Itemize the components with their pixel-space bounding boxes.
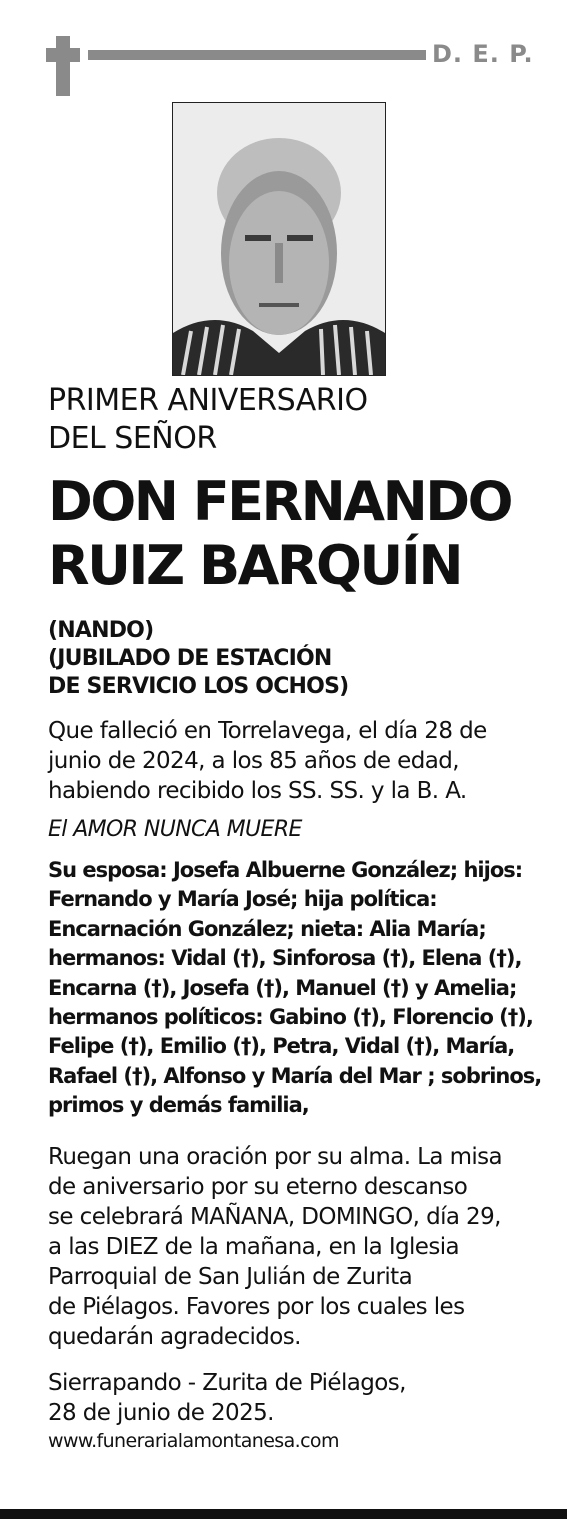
notice-line: junio de 2024, a los 85 años de edad,	[48, 748, 459, 774]
family-line: Fernando y María José; hija política:	[48, 887, 437, 912]
family-line: Su esposa: Josefa Albuerne González; hijos:	[48, 858, 523, 882]
portrait-photo	[172, 102, 386, 376]
family-line: hermanos: Vidal (†), Sinforosa (†), Elena (†),	[48, 946, 522, 971]
family-list	[48, 856, 542, 1121]
date-line: 28 de junio de 2025.	[48, 1400, 274, 1426]
dep-label: D. E. P.	[432, 40, 534, 68]
mass-line: quedarán agradecidos.	[48, 1324, 301, 1350]
family-line: Encarna (†), Josefa (†), Manuel (†) y Amelia;	[48, 975, 517, 1000]
mass-line: se celebrará MAÑANA, DOMINGO, día 29,	[48, 1204, 501, 1230]
heading-line: DEL SEÑOR	[48, 421, 217, 456]
place-date	[48, 1368, 518, 1428]
nickname-occupation	[48, 617, 518, 701]
family-line: Felipe (†), Emilio (†), Petra, Vidal (†), María,	[48, 1034, 515, 1059]
website-link[interactable]: www.funerarialamontanesa.com	[48, 1430, 339, 1452]
notice-line: Que falleció en Torrelavega, el día 28 de	[48, 718, 487, 744]
family-line: Encarnación González; nieta: Alia María;	[48, 916, 486, 941]
mass-notice	[48, 1142, 518, 1352]
header-rule	[88, 50, 426, 60]
nickname-line: (JUBILADO DE ESTACIÓN	[48, 646, 332, 671]
mass-line: Parroquial de San Julián de Zurita	[48, 1264, 413, 1290]
nickname-line: DE SERVICIO LOS OCHOS)	[48, 674, 349, 699]
death-notice	[48, 716, 518, 806]
name-line: DON FERNANDO	[48, 470, 511, 533]
heading-line: PRIMER ANIVERSARIO	[48, 383, 368, 418]
bottom-rule	[0, 1509, 567, 1519]
name-line: RUIZ BARQUÍN	[48, 534, 462, 597]
family-line: hermanos políticos: Gabino (†), Florencio (†),	[48, 1005, 533, 1030]
mass-line: a las DIEZ de la mañana, en la Iglesia	[48, 1234, 460, 1260]
motto: El AMOR NUNCA MUERE	[48, 817, 302, 842]
notice-line: habiendo recibido los SS. SS. y la B. A.	[48, 778, 467, 804]
family-line: primos y demás familia,	[48, 1093, 309, 1118]
anniversary-heading	[48, 382, 518, 458]
deceased-name	[48, 470, 518, 598]
mass-line: de aniversario por su eterno descanso	[48, 1174, 468, 1200]
mass-line: Ruegan una oración por su alma. La misa	[48, 1144, 503, 1170]
mass-line: de Piélagos. Favores por los cuales les	[48, 1294, 465, 1320]
family-line: Rafael (†), Alfonso y María del Mar ; sobrinos,	[48, 1063, 542, 1088]
nickname-line: (NANDO)	[48, 618, 154, 643]
place-line: Sierrapando - Zurita de Piélagos,	[48, 1370, 406, 1396]
